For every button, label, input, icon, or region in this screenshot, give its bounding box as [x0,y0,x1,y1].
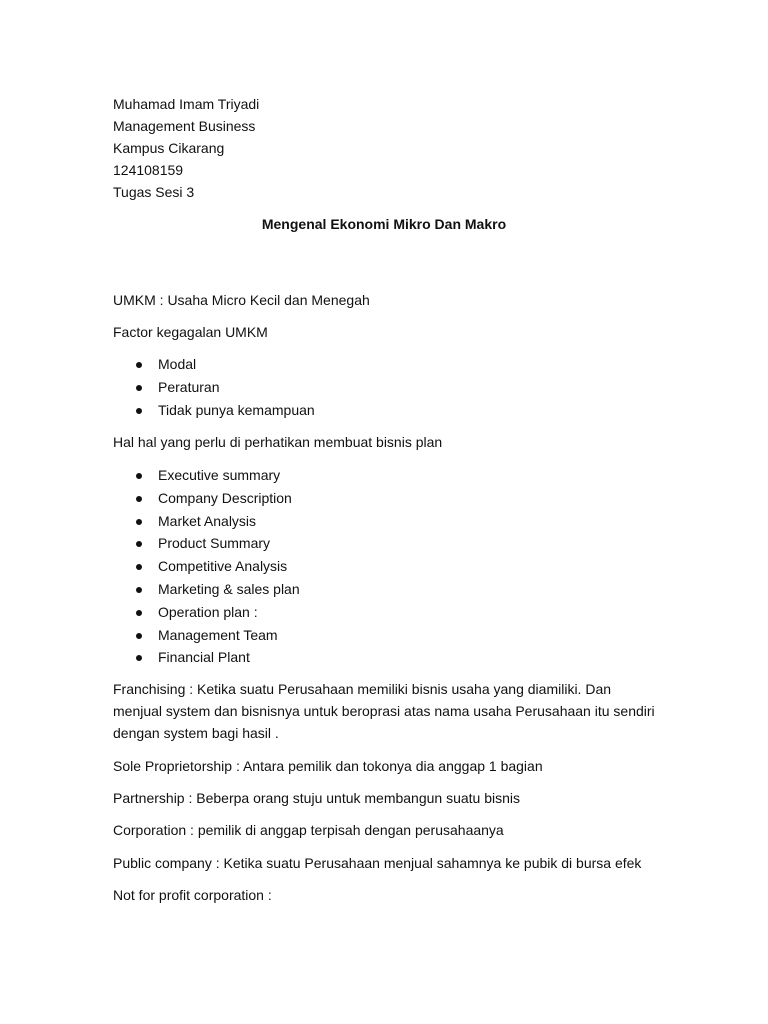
plan-list [113,464,300,669]
public-company-paragraph: Public company : Ketika suatu Perusahaan menjual sahamnya ke pubik di bursa efek [113,855,642,871]
failure-heading: Factor kegagalan UMKM [113,324,268,340]
program-name: Management Business [113,118,256,134]
assignment-label: Tugas Sesi 3 [113,184,195,200]
list-item: Executive summary [113,464,300,487]
list-item: Management Team [113,624,300,647]
failure-list [113,353,315,421]
list-item: Company Description [113,487,300,510]
author-name: Muhamad Imam Triyadi [113,96,260,112]
list-item: Marketing & sales plan [113,578,300,601]
corporation-paragraph: Corporation : pemilik di anggap terpisah dengan perusahaanya [113,822,504,838]
list-item: Market Analysis [113,510,300,533]
franchising-paragraph: Franchising : Ketika suatu Perusahaan memiliki bisnis usaha yang diamiliki. Dan menjual system dan bisnisnya untuk beroprasi atas nama usaha Perusahaan itu sendiri dengan system bagi hasil . [113,681,655,741]
list-item: Tidak punya kemampuan [113,399,315,422]
list-item: Modal [113,353,315,376]
plan-heading: Hal hal yang perlu di perhatikan membuat bisnis plan [113,434,443,450]
list-item: Financial Plant [113,646,300,669]
partnership-paragraph: Partnership : Beberpa orang stuju untuk membangun suatu bisnis [113,790,521,806]
list-item: Competitive Analysis [113,555,300,578]
list-item: Operation plan : [113,601,300,624]
sole-proprietorship-paragraph: Sole Proprietorship : Antara pemilik dan tokonya dia anggap 1 bagian [113,758,543,774]
student-id: 124108159 [113,162,184,178]
campus-name: Kampus Cikarang [113,140,225,156]
author-header [113,93,259,203]
document-title: Mengenal Ekonomi Mikro Dan Makro [261,216,507,232]
list-item: Peraturan [113,376,315,399]
list-item: Product Summary [113,532,300,555]
umkm-definition: UMKM : Usaha Micro Kecil dan Menegah [113,292,370,308]
not-for-profit-paragraph: Not for profit corporation : [113,887,272,903]
